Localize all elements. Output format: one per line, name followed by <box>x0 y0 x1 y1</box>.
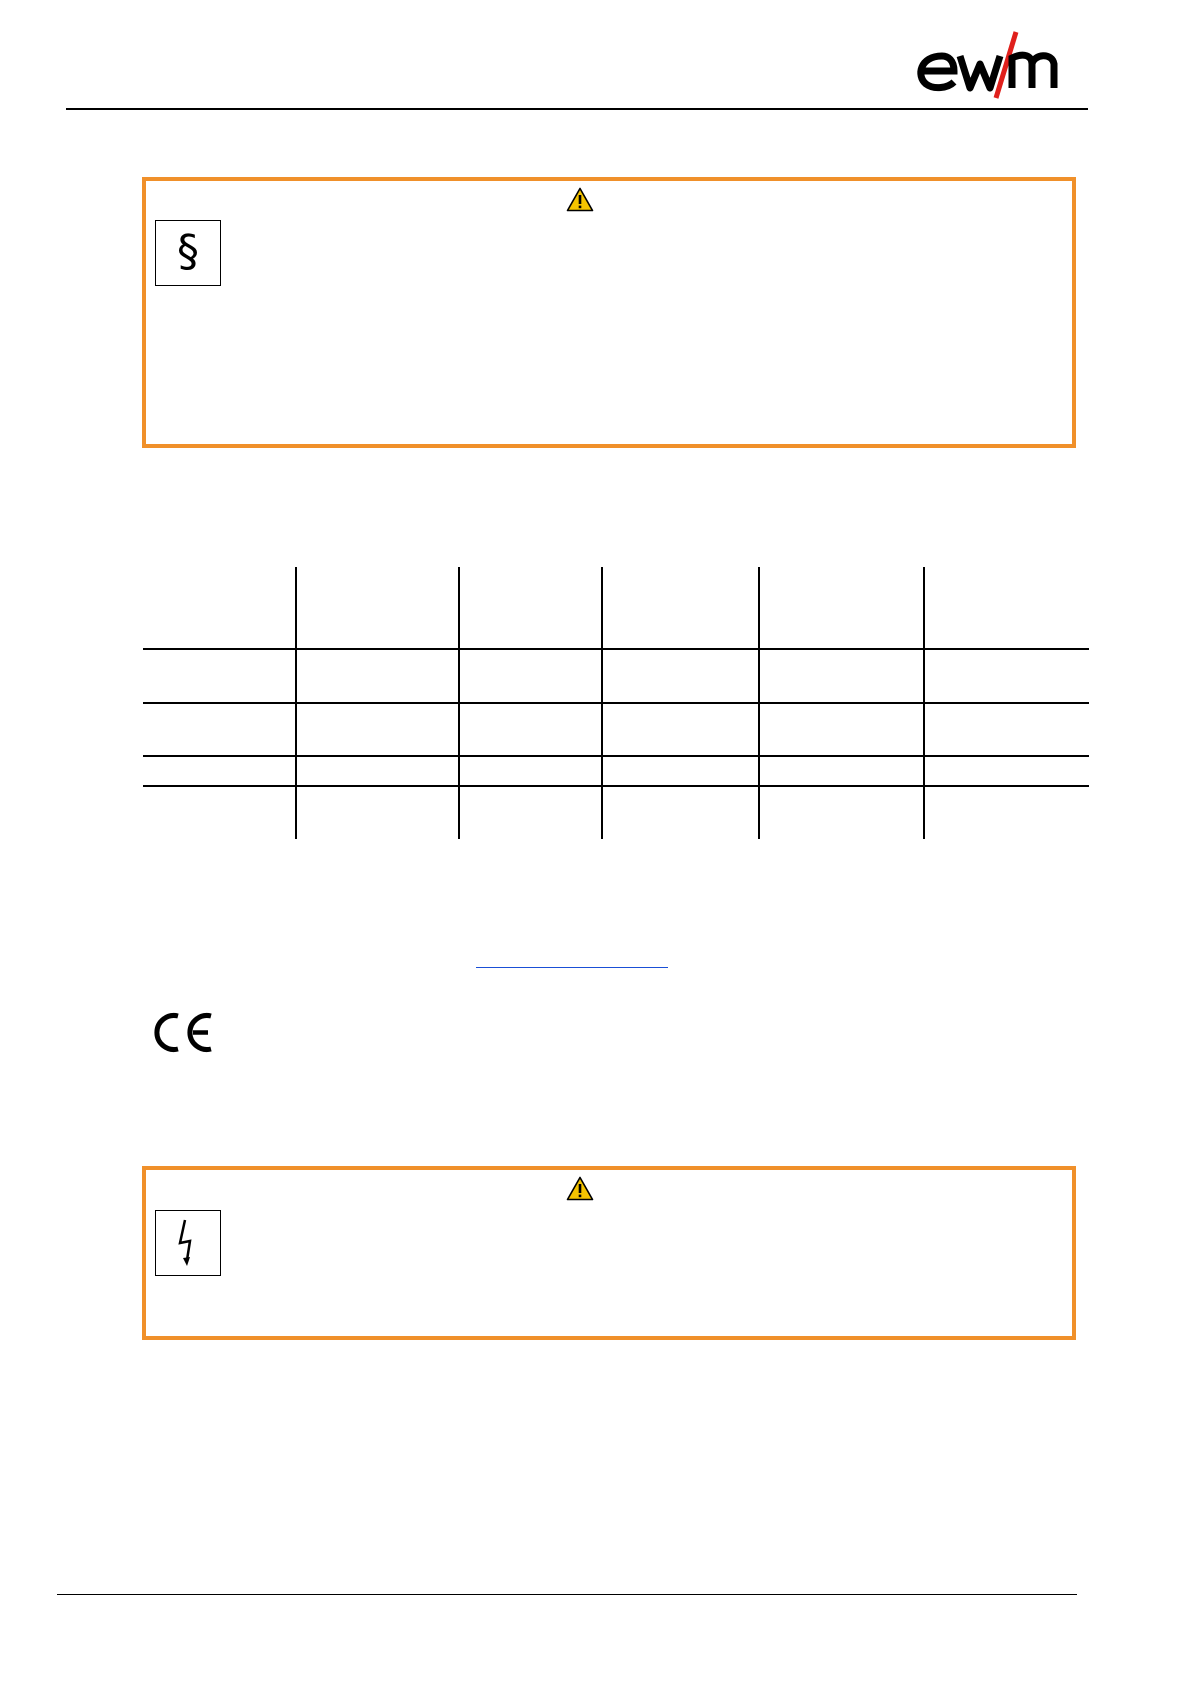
web-link[interactable] <box>476 966 668 968</box>
warning-triangle-icon <box>566 187 594 212</box>
table-row-divider <box>143 755 1089 757</box>
warning-box-legal <box>142 177 1076 448</box>
section-sign-glyph: § <box>177 226 199 277</box>
ce-mark-icon <box>151 1011 215 1054</box>
table-row-divider <box>143 648 1089 650</box>
warning-box-electric <box>142 1166 1076 1340</box>
section-sign-icon <box>155 220 221 286</box>
ewm-logo <box>912 28 1070 100</box>
data-table-grid <box>143 567 1089 839</box>
high-voltage-icon <box>155 1210 221 1276</box>
table-row-divider <box>143 702 1089 704</box>
header-rule <box>66 108 1088 110</box>
warning-triangle-icon <box>566 1176 594 1201</box>
table-row-divider <box>143 785 1089 787</box>
footer-rule <box>57 1594 1077 1595</box>
